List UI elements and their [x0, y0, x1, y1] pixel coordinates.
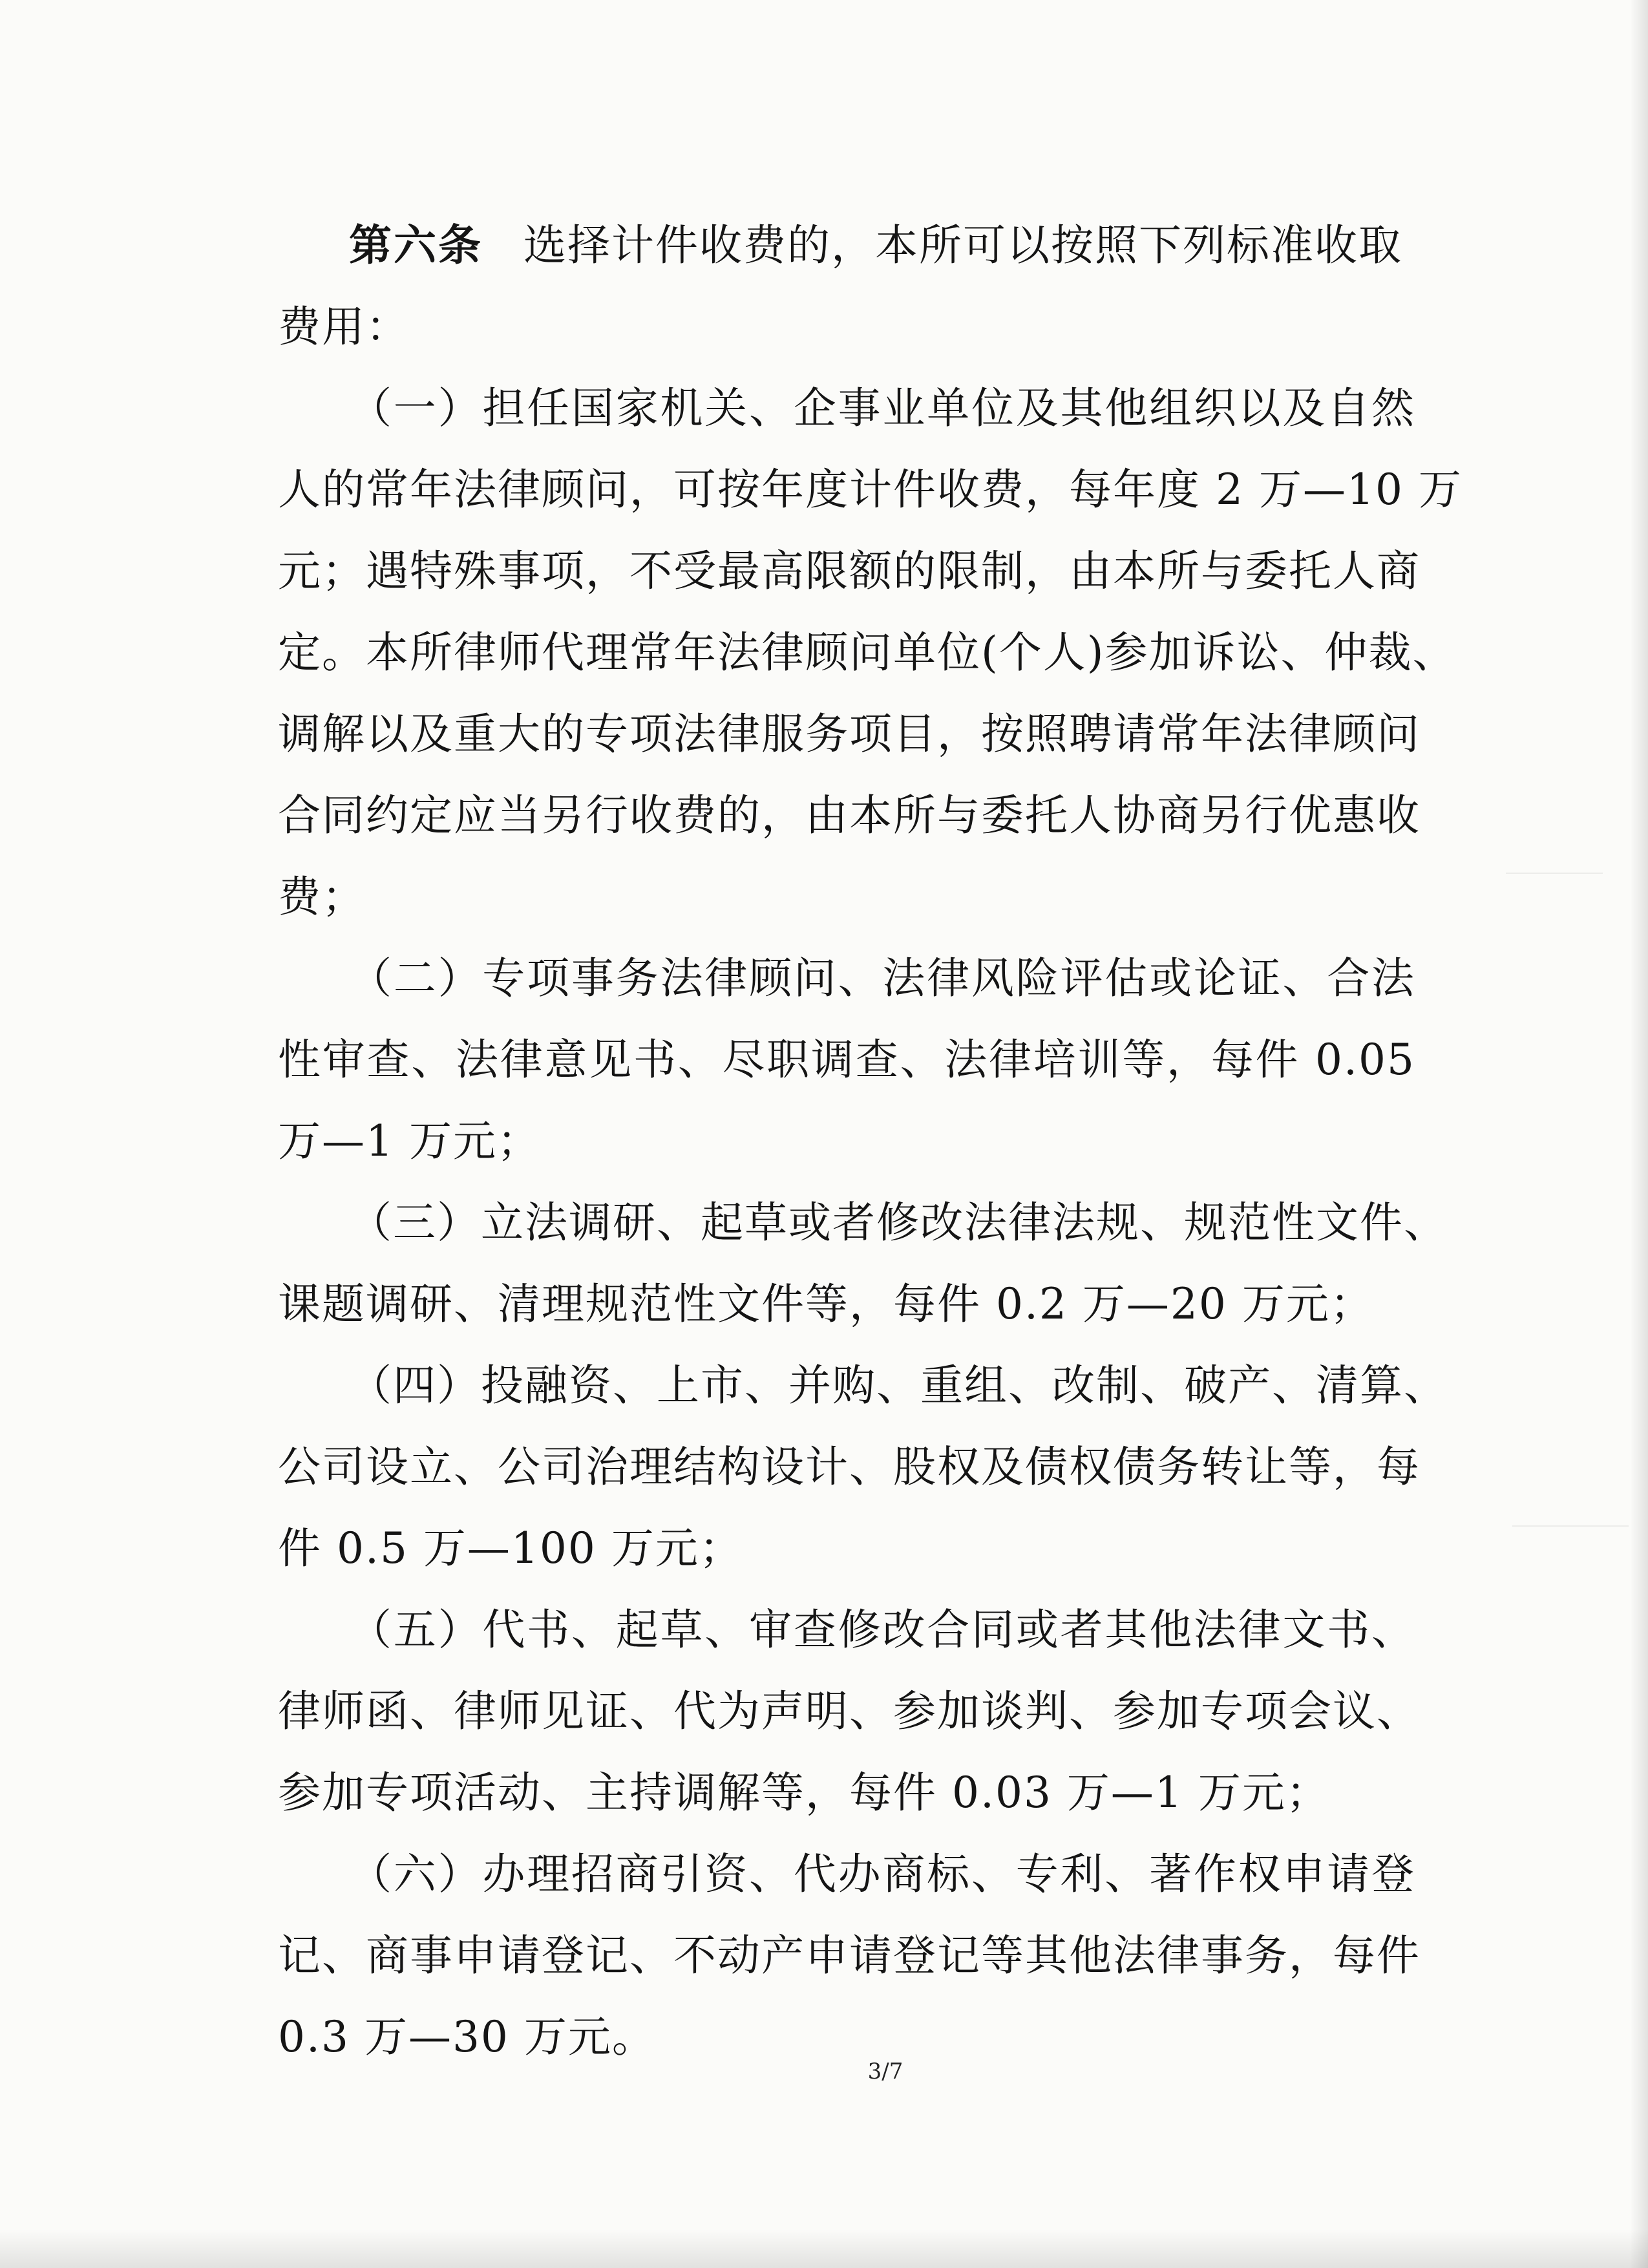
scan-shadow-right	[1630, 0, 1648, 2268]
item-1-line-1: （一）担任国家机关、企事业单位及其他组织以及自然	[349, 383, 1415, 433]
item-3-line-2: 课题调研、清理规范性文件等，每件 0.2 万—20 万元；	[278, 1279, 1374, 1329]
item-5-line-3: 参加专项活动、主持调解等，每件 0.03 万—1 万元；	[278, 1768, 1330, 1818]
bleed-through-mark	[1512, 1525, 1629, 1527]
bleed-through-mark	[1506, 873, 1603, 874]
item-3-line-1: （三）立法调研、起草或者修改法律法规、规范性文件、	[349, 1198, 1448, 1247]
item-6-line-2: 记、商事申请登记、不动产申请登记等其他法律事务，每件	[278, 1931, 1421, 1980]
item-1-line-6: 合同约定应当另行收费的，由本所与委托人协商另行优惠收	[278, 790, 1421, 840]
item-6-line-3: 0.3 万—30 万元。	[278, 2012, 656, 2062]
item-1-line-2: 人的常年法律顾问，可按年度计件收费，每年度 2 万—10 万	[278, 465, 1463, 514]
item-4-line-1: （四）投融资、上市、并购、重组、改制、破产、清算、	[349, 1361, 1448, 1410]
item-1-line-5: 调解以及重大的专项法律服务项目，按照聘请常年法律顾问	[278, 709, 1421, 759]
item-2-line-3: 万—1 万元；	[278, 1116, 541, 1166]
item-1-line-3: 元；遇特殊事项，不受最高限额的限制，由本所与委托人商	[278, 546, 1421, 596]
article-intro: 选择计件收费的，本所可以按照下列标准收取	[523, 220, 1402, 270]
item-4-line-2: 公司设立、公司治理结构设计、股权及债权债务转让等，每	[278, 1442, 1421, 1492]
item-4-line-3: 件 0.5 万—100 万元；	[278, 1523, 743, 1573]
item-5-line-1: （五）代书、起草、审查修改合同或者其他法律文书、	[349, 1605, 1415, 1655]
scan-shadow-bottom	[0, 2229, 1648, 2268]
item-1-line-4: 定。本所律师代理常年法律顾问单位(个人)参加诉讼、仲裁、	[278, 628, 1457, 677]
article-heading: 第六条	[349, 220, 483, 270]
page-number: 3/7	[867, 2059, 903, 2084]
item-1-line-7: 费；	[278, 872, 366, 922]
article-heading-line	[349, 207, 1415, 284]
item-2-line-2: 性审查、法律意见书、尽职调查、法律培训等，每件 0.05	[278, 1035, 1415, 1085]
item-2-line-1: （二）专项事务法律顾问、法律风险评估或论证、合法	[349, 953, 1415, 1003]
article-intro-end: 费用：	[278, 302, 410, 352]
item-5-line-2: 律师函、律师见证、代为声明、参加谈判、参加专项会议、	[278, 1686, 1421, 1736]
item-6-line-1: （六）办理招商引资、代办商标、专利、著作权申请登	[349, 1849, 1415, 1899]
